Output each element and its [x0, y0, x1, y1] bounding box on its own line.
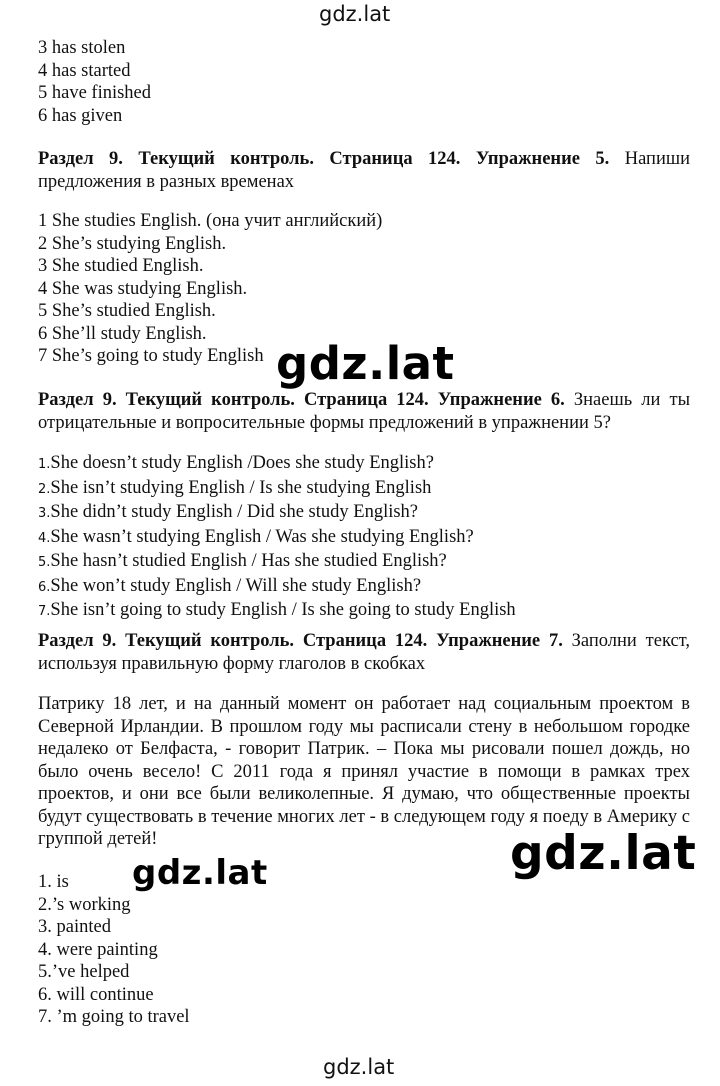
list-item: 5.’ve helped: [38, 962, 130, 982]
list-item: 1 She studies English. (она учит английский): [38, 211, 383, 231]
list-item: 2.She isn’t studying English / Is she studying English: [38, 477, 432, 498]
watermark-left: gdz.lat: [132, 853, 268, 893]
list-item: 5 She’s studied English.: [38, 301, 216, 321]
exercise-5-heading: [38, 148, 690, 193]
previous-answers-list: [38, 37, 690, 127]
exercise-7-paragraph: Патрику 18 лет, и на данный момент он работает над социальным проектом в Северной Ирландии. В прошлом году мы расписали стену в небольшом городке недалеко от Белфаста, - говорит Патрик. – Пока мы рисовали пошел дождь, но было очень весело! С 2011 года я принял участие в помощи в рамках трех проектов, и они все были великолепные. Я думаю, что общественные проекты будут существовать в течение многих лет - в следующем году я поеду в Америку с группой детей!: [38, 694, 690, 849]
exercise-6-answers: [38, 452, 690, 624]
list-item: 2 She’s studying English.: [38, 233, 227, 254]
exercise-6-heading-bold: Раздел 9. Текущий контроль. Страница 124. Упражнение 6.: [38, 390, 565, 410]
exercise-5-heading-text: Напиши предложения в разных временах: [38, 149, 690, 192]
list-item: 3 She studied English.: [38, 256, 204, 276]
list-item: 7.She isn’t going to study English / Is she going to study English: [38, 600, 516, 620]
list-item: 3.She didn’t study English / Did she study English?: [38, 502, 419, 522]
list-item: 4. were painting: [38, 939, 158, 960]
exercise-7-heading: [38, 630, 690, 675]
list-item: 2.’s working: [38, 894, 131, 915]
list-item: 1.She doesn’t study English /Does she study English?: [38, 453, 434, 473]
list-item: 6. will continue: [38, 984, 154, 1005]
watermark-middle: gdz.lat: [276, 337, 455, 390]
list-item: 5.She hasn’t studied English / Has she studied English?: [38, 551, 447, 571]
list-item: 3 has stolen: [38, 38, 126, 58]
list-item: 7 She’s going to study English: [38, 346, 264, 366]
exercise-7-heading-bold: Раздел 9. Текущий контроль. Страница 124. Упражнение 7.: [38, 631, 563, 651]
watermark-top: gdz.lat: [319, 2, 391, 26]
exercise-7-heading-text: Заполни текст, используя правильную форму глаголов в скобках: [38, 631, 690, 674]
watermark-bottom: gdz.lat: [323, 1055, 395, 1079]
list-item: 3. painted: [38, 917, 111, 937]
exercise-7-answers: [38, 871, 690, 1029]
list-item: 4 She was studying English.: [38, 278, 248, 299]
list-item: 6.She won’t study English / Will she study English?: [38, 575, 422, 596]
watermark-right: gdz.lat: [510, 826, 697, 881]
list-item: 4 has started: [38, 60, 131, 81]
exercise-6-heading: [38, 389, 690, 434]
list-item: 7. ’m going to travel: [38, 1007, 190, 1027]
list-item: 6 has given: [38, 105, 123, 126]
list-item: 6 She’ll study English.: [38, 323, 207, 344]
exercise-6-heading-text: Знаешь ли ты отрицательные и вопросительные формы предложений в упражнении 5?: [38, 390, 690, 433]
list-item: 4.She wasn’t studying English / Was she studying English?: [38, 526, 474, 547]
list-item: 5 have finished: [38, 83, 152, 103]
list-item: 1. is: [38, 872, 69, 892]
exercise-5-heading-bold: Раздел 9. Текущий контроль. Страница 124. Упражнение 5.: [38, 149, 610, 169]
